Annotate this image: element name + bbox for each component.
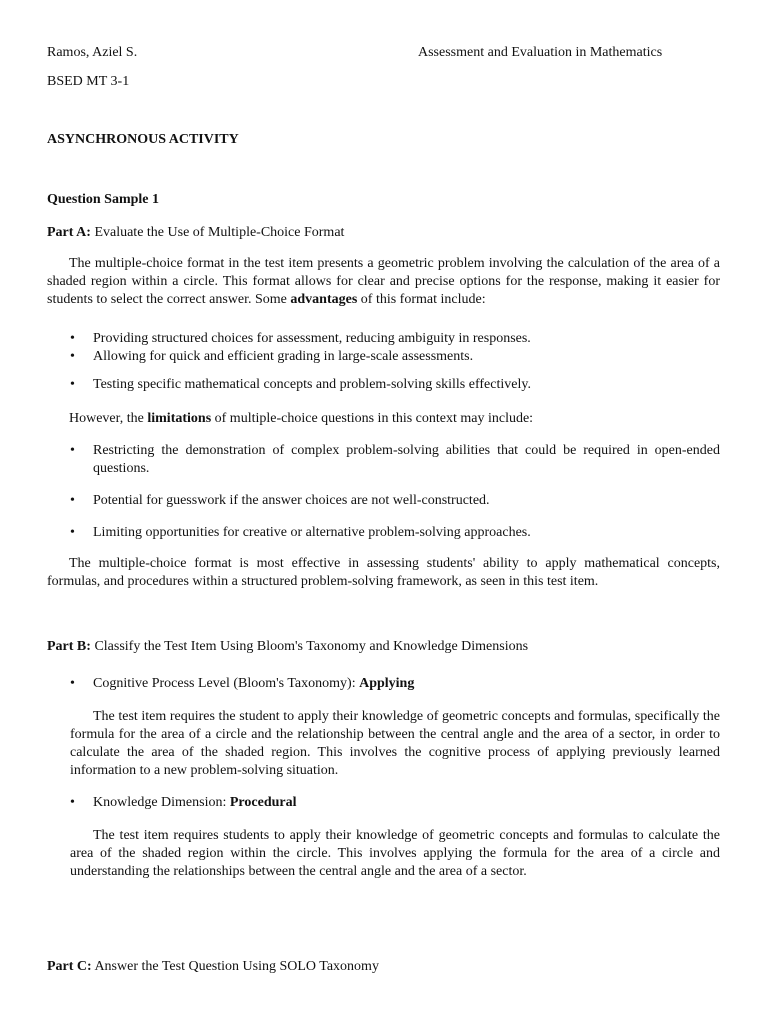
- cognitive-explanation: The test item requires the student to apply their knowledge of geometric concepts and formulas, specifically the formula for the area of a circle and the relationship between the central angle and the area of a sector, in order to calculate the area of the shaded region. This involves the cognitive process of applying previously learned information to a new problem-solving situation.: [70, 709, 720, 778]
- bullet-icon: •: [70, 349, 75, 364]
- question-title: Question Sample 1: [47, 192, 160, 207]
- limitations-intro-text: However, the: [69, 411, 148, 426]
- part-c-title: Answer the Test Question Using SOLO Taxonomy: [94, 959, 379, 974]
- part-b-label: Part B:: [47, 639, 91, 654]
- limitation-text: Restricting the demonstration of complex problem-solving abilities that could be required in open-ended questions.: [93, 443, 720, 476]
- bullet-icon: •: [70, 331, 75, 346]
- knowledge-explanation: The test item requires students to apply their knowledge of geometric concepts and formulas to calculate the area of the shaded region within the circle. This involves applying the formula for the area of a circle and understanding the relationships between the central angle and the area of a sector.: [70, 828, 720, 879]
- limitations-intro: [47, 410, 720, 428]
- part-a-intro-text: The multiple-choice format in the test item presents a geometric problem involving the calculation of the area of a shaded region within a circle. This format allows for clear and precise options for the response, making it easier for students to select the correct answer. Some: [47, 256, 720, 307]
- activity-title: ASYNCHRONOUS ACTIVITY: [47, 132, 239, 147]
- cognitive-value: Applying: [359, 676, 415, 691]
- cognitive-label: Cognitive Process Level (Bloom's Taxonomy):: [93, 676, 360, 691]
- part-b-heading: [47, 638, 528, 656]
- limitations-intro-end: of multiple-choice questions in this context may include:: [211, 411, 534, 426]
- bullet-icon: •: [70, 795, 75, 810]
- part-a-heading: [47, 224, 344, 242]
- part-b-title: Classify the Test Item Using Bloom's Taxonomy and Knowledge Dimensions: [94, 639, 529, 654]
- cognitive-level: [93, 675, 720, 693]
- limitations-word: limitations: [147, 411, 212, 426]
- limitation-text: Potential for guesswork if the answer choices are not well-constructed.: [93, 493, 490, 508]
- knowledge-label: Knowledge Dimension:: [93, 795, 230, 810]
- knowledge-value: Procedural: [229, 795, 297, 810]
- part-a-title: Evaluate the Use of Multiple-Choice Format: [94, 225, 345, 240]
- advantage-text: Allowing for quick and efficient grading in large-scale assessments.: [93, 349, 474, 364]
- bullet-icon: •: [70, 676, 75, 691]
- part-c-heading: [47, 958, 379, 976]
- advantage-text: Testing specific mathematical concepts and problem-solving skills effectively.: [93, 377, 531, 392]
- advantage-text: Providing structured choices for assessment, reducing ambiguity in responses.: [93, 331, 531, 346]
- part-a-label: Part A:: [47, 225, 91, 240]
- part-a-intro-end: of this format include:: [357, 292, 486, 307]
- student-name: Ramos, Aziel S.: [47, 45, 138, 60]
- part-c-label: Part C:: [47, 959, 92, 974]
- knowledge-dimension: [93, 794, 720, 812]
- course-title: Assessment and Evaluation in Mathematics: [418, 45, 663, 60]
- part-a-intro: [47, 255, 720, 309]
- bullet-icon: •: [70, 443, 75, 458]
- limitation-text: Limiting opportunities for creative or alternative problem-solving approaches.: [93, 525, 531, 540]
- bullet-icon: •: [70, 525, 75, 540]
- advantages-word: advantages: [290, 292, 358, 307]
- bullet-icon: •: [70, 377, 75, 392]
- bullet-icon: •: [70, 493, 75, 508]
- part-a-conclusion: The multiple-choice format is most effective in assessing students' ability to apply mathematical concepts, formulas, and procedures within a structured problem-solving framework, as seen in this test item.: [47, 556, 720, 589]
- student-section: BSED MT 3-1: [47, 74, 130, 89]
